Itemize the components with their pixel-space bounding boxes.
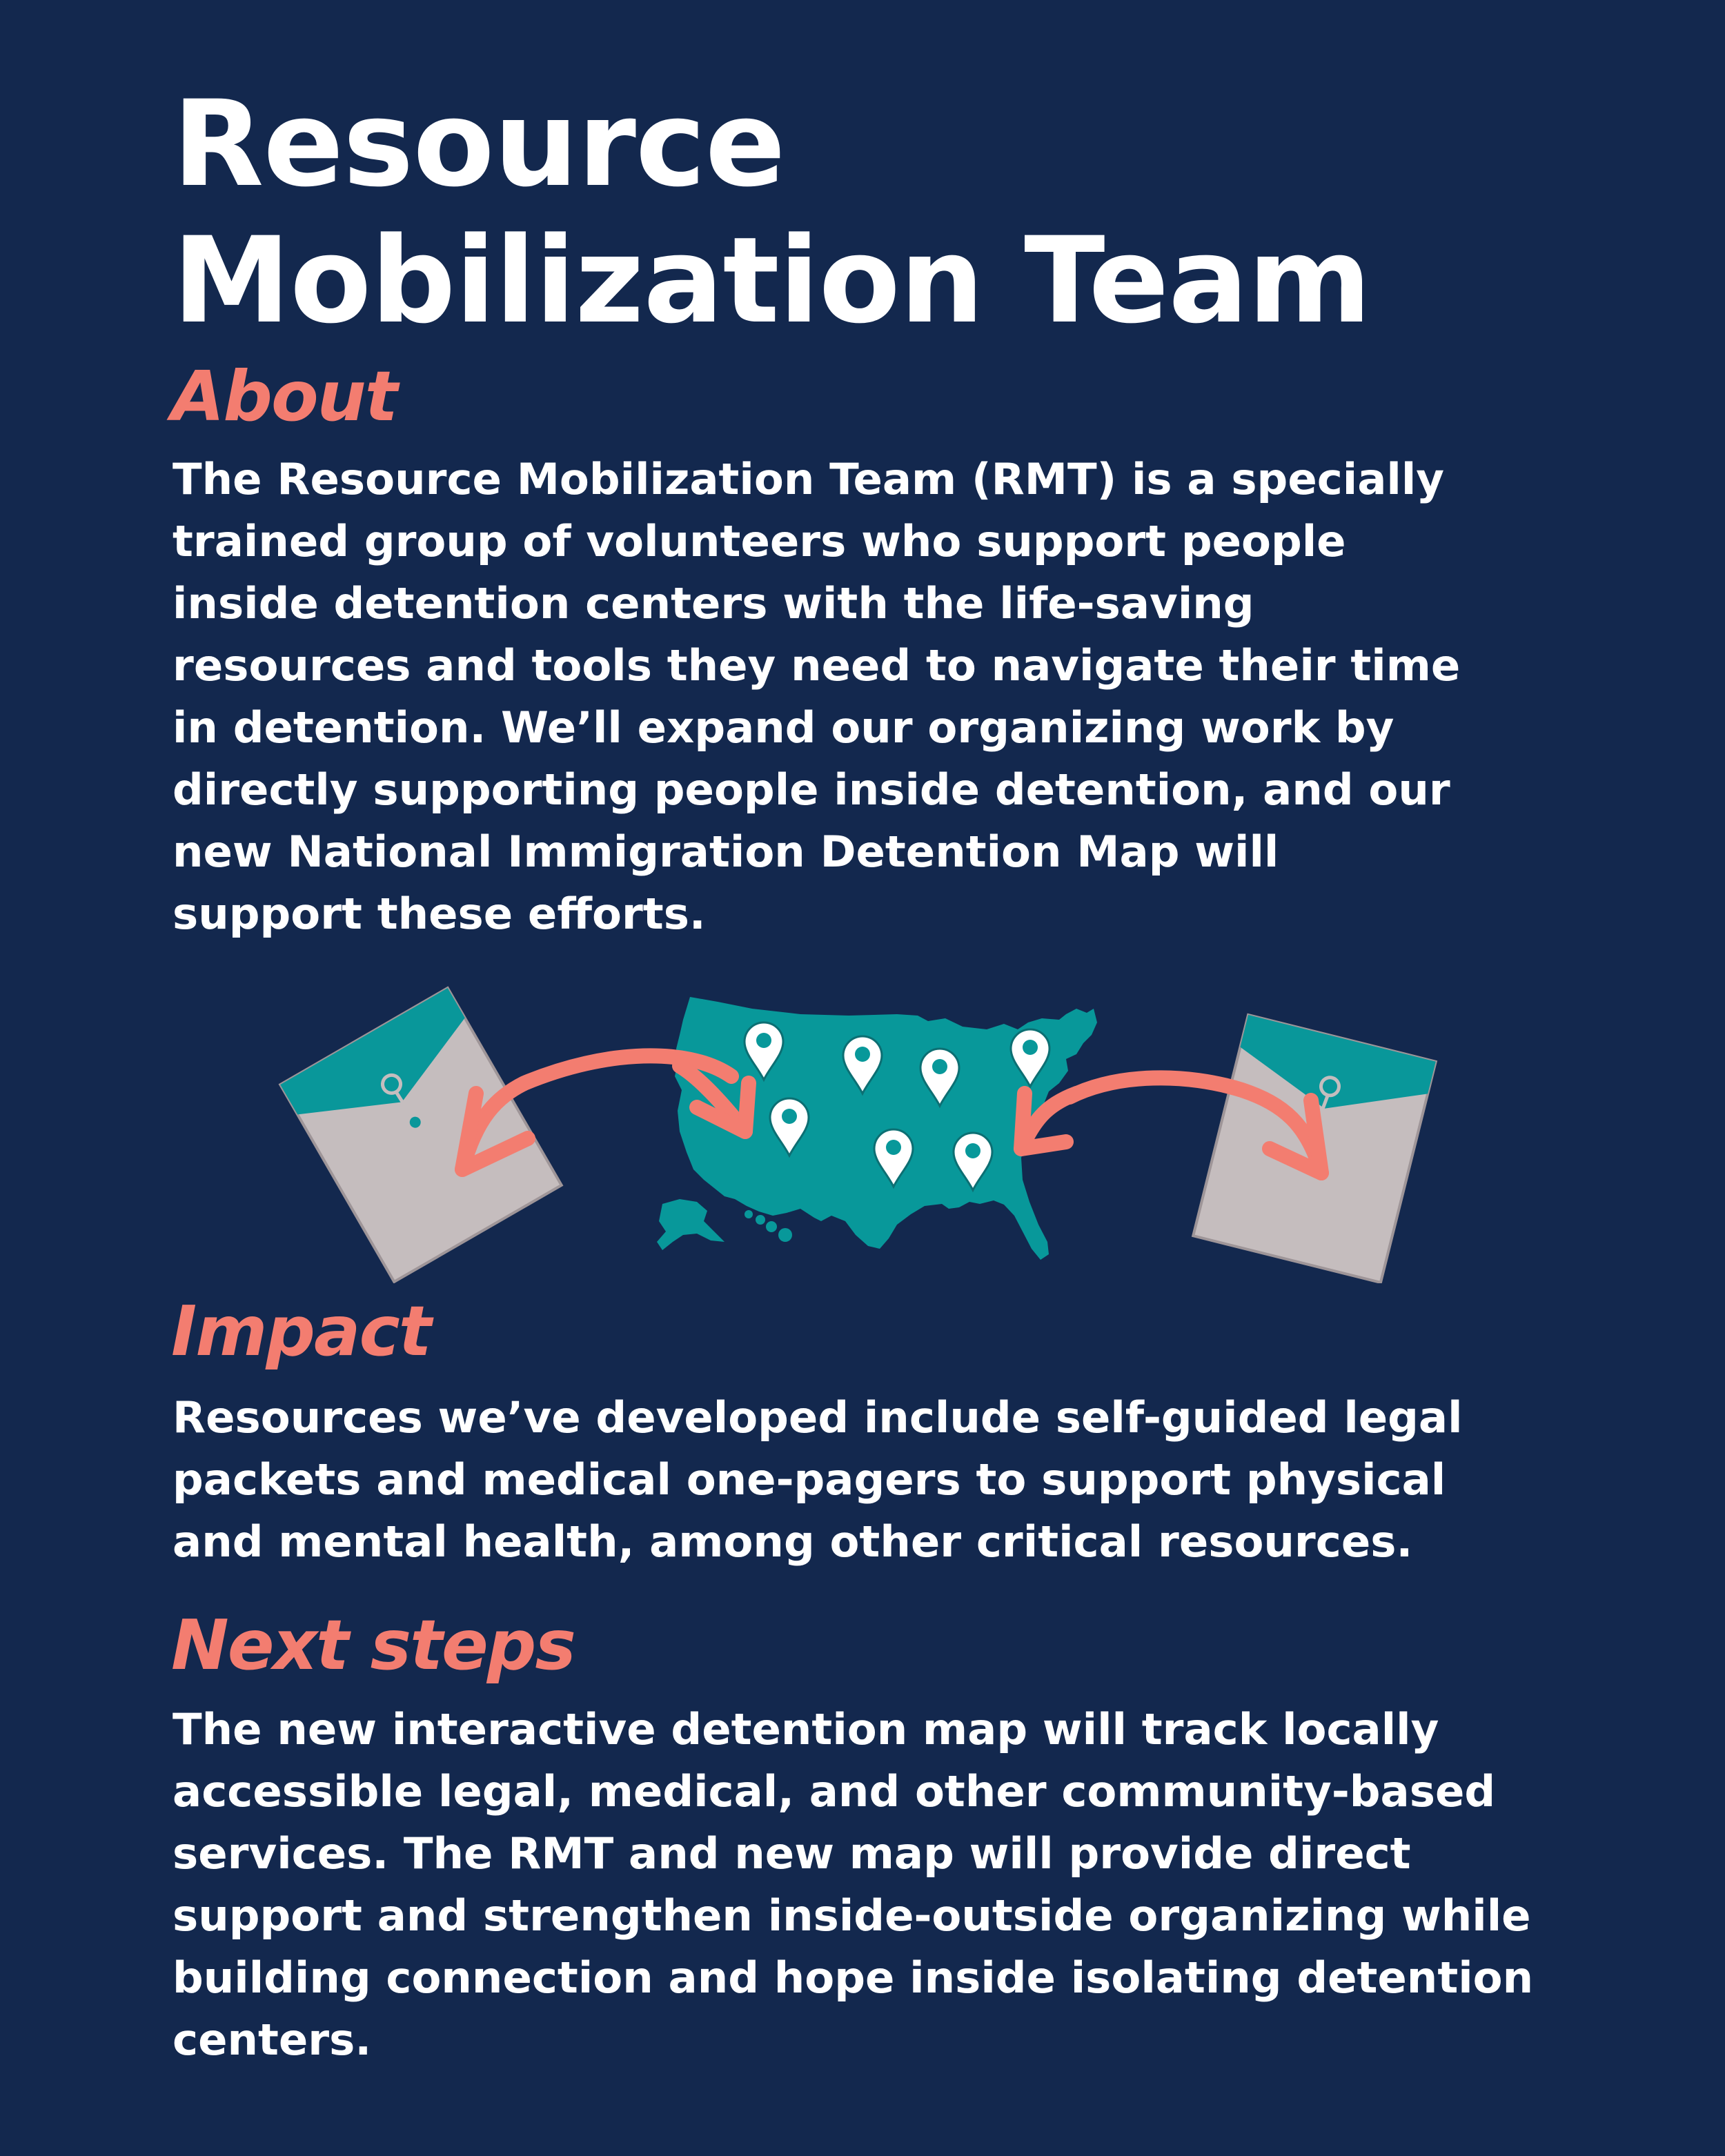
page-title-line-1: Resource bbox=[172, 75, 785, 213]
impact-line: and mental health, among other critical resources. bbox=[172, 1516, 1413, 1567]
next-steps-line: accessible legal, medical, and other community-based bbox=[172, 1766, 1496, 1817]
next-steps-line: centers. bbox=[172, 2015, 372, 2065]
about-line: trained group of volunteers who support people bbox=[172, 516, 1346, 566]
about-line: The Resource Mobilization Team (RMT) is a specially bbox=[172, 454, 1445, 504]
next-steps-line: building connection and hope inside isolating detention bbox=[172, 1952, 1534, 2003]
about-line: in detention. We’ll expand our organizing work by bbox=[172, 702, 1394, 753]
page-title bbox=[172, 76, 1587, 349]
about-line: new National Immigration Detention Map will bbox=[172, 827, 1279, 877]
about-line: support these efforts. bbox=[172, 889, 706, 939]
next-steps-line: The new interactive detention map will track locally bbox=[172, 1704, 1439, 1754]
about-line: inside detention centers with the life-saving bbox=[172, 578, 1254, 629]
next-steps-paragraph bbox=[172, 1699, 1690, 2071]
next-steps-heading: Next steps bbox=[171, 1605, 575, 1685]
about-paragraph bbox=[172, 448, 1690, 945]
about-line: directly supporting people inside detention, and our bbox=[172, 764, 1450, 815]
impact-line: Resources we’ve developed include self-guided legal bbox=[172, 1392, 1463, 1443]
impact-paragraph bbox=[172, 1387, 1690, 1573]
about-line: resources and tools they need to navigate their time bbox=[172, 640, 1461, 691]
impact-heading: Impact bbox=[171, 1291, 431, 1372]
curved-arrow-icon bbox=[1021, 1094, 1076, 1149]
page-title-line-2: Mobilization Team bbox=[172, 211, 1371, 350]
detention-map-illustration bbox=[0, 980, 1725, 1283]
next-steps-line: services. The RMT and new map will provide direct bbox=[172, 1828, 1411, 1879]
impact-line: packets and medical one-pagers to support physical bbox=[172, 1454, 1446, 1505]
about-heading: About bbox=[171, 356, 397, 437]
next-steps-line: support and strengthen inside-outside organizing while bbox=[172, 1890, 1531, 1941]
